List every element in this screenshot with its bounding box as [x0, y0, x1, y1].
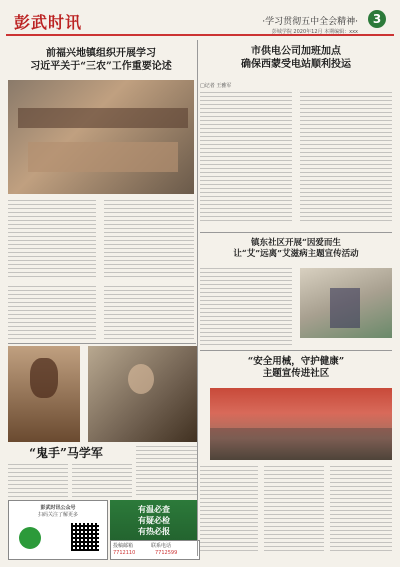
slogan-line-1: 有温必查: [138, 504, 170, 514]
contact-phone-1: 7712110: [113, 550, 136, 556]
article-2-title-line1: 市供电公司加班加点: [251, 46, 341, 57]
article-5-body-mid: [264, 466, 324, 552]
article-5-body-left: [200, 466, 258, 552]
qr-ad-sub: 扫码关注了解更多: [37, 512, 78, 518]
article-4: [8, 346, 198, 498]
qr-ad-label: 彭武时讯公众号: [40, 505, 76, 511]
article-3-photo-outreach: [300, 268, 392, 338]
article-1-photo-meeting: [8, 80, 194, 194]
slogan-line-3: 有热必报: [138, 526, 170, 536]
article-3: [200, 236, 392, 348]
article-5-body-right: [330, 466, 392, 552]
article-1-title-line2: 习近平关于“三农”工作重要论述: [30, 60, 172, 72]
article-1-title-line1: 前福兴地镇组织开展学习: [46, 48, 156, 59]
section-divider-1: [200, 232, 392, 233]
article-4-photo-craftsman: [88, 346, 198, 442]
section-divider-3: [200, 350, 392, 351]
article-4-title: “鬼手”马学军: [29, 446, 103, 460]
contact-strip: [110, 540, 200, 560]
article-1-body-right: [104, 200, 194, 280]
page-number-badge: 3: [368, 10, 386, 28]
article-2-body-right: [300, 92, 392, 224]
article-4-body-right: [136, 446, 198, 498]
article-2-body-left: [200, 92, 292, 224]
wechat-icon: [19, 527, 41, 549]
article-1-body-bottom-right: [104, 286, 194, 341]
article-3-body: [200, 268, 292, 348]
article-3-title-line2: 让“艾”远离”艾滋病主题宣传活动: [233, 248, 359, 259]
section-divider-2: [8, 343, 196, 344]
column-divider-1: [197, 40, 198, 556]
article-2-title-line2: 确保西蒙受电站顺利投运: [241, 58, 351, 70]
article-3-title-line1: 镇东社区开展“因爱而生: [251, 238, 341, 248]
contact-email-label: 投稿邮箱: [113, 543, 134, 549]
dateline: 彭城学院 2020年12月 本期编辑：xxx: [271, 29, 358, 35]
article-5: [200, 352, 392, 552]
qr-code-icon: [71, 523, 99, 551]
contact-phone-label: 联系电话: [151, 543, 172, 549]
slogan-line-2: 有疑必检: [138, 515, 170, 525]
contact-phone-2: 7712599: [155, 550, 178, 556]
masthead: [6, 6, 394, 36]
article-5-title-line1: “安全用械，守护健康”: [247, 356, 345, 367]
article-2-byline: □记者 王雅军: [200, 83, 232, 89]
newspaper-logo: 彭武时讯: [14, 13, 83, 32]
article-1-body-left: [8, 200, 96, 280]
article-4-body-left: [8, 464, 68, 498]
masthead-slogan: ·学习贯彻五中全会精神·: [262, 17, 358, 27]
article-2: [200, 40, 392, 230]
article-5-title-line2: 主题宣传进社区: [262, 367, 330, 379]
article-1-body-bottom-left: [8, 286, 96, 341]
article-4-body-mid: [72, 464, 132, 498]
article-5-photo-event: [210, 388, 392, 460]
qr-ad: [8, 500, 108, 560]
article-4-photo-carving: [8, 346, 80, 442]
